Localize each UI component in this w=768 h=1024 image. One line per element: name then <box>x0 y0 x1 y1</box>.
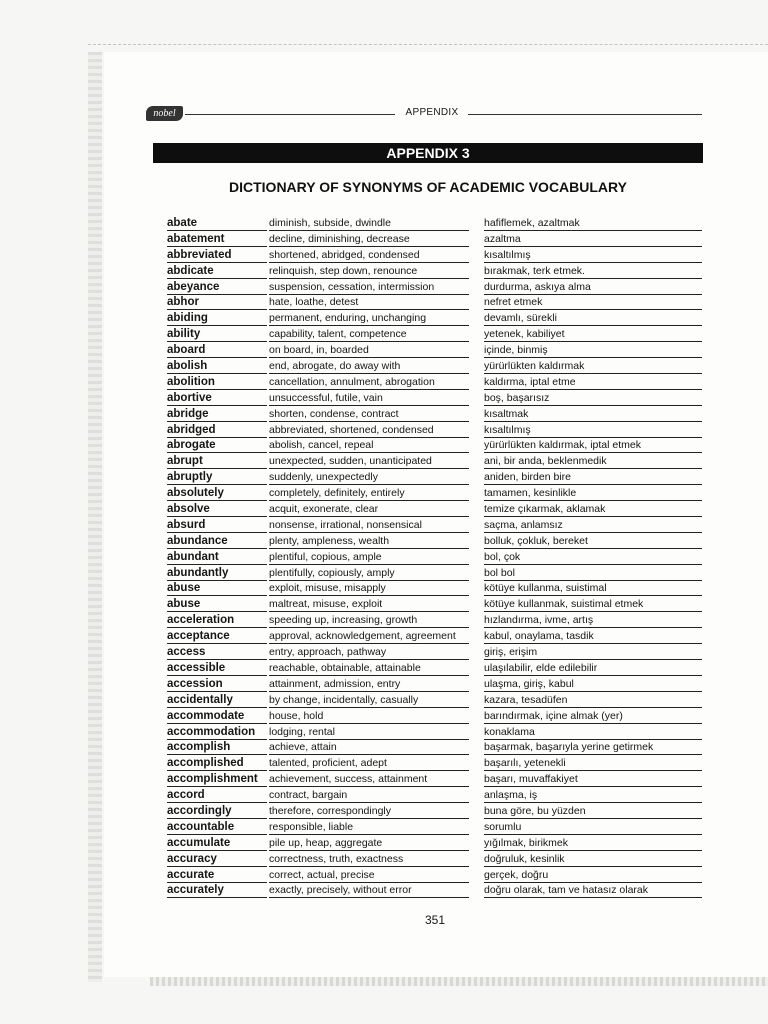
entry-translation: doğruluk, kesinlik <box>484 852 702 867</box>
entry-translation: sorumlu <box>484 820 702 835</box>
entry-word: accommodate <box>167 709 267 724</box>
entry-synonyms: house, hold <box>269 709 469 724</box>
scan-artifact-left <box>88 52 102 982</box>
entry-word: abiding <box>167 311 267 326</box>
table-row <box>163 756 711 772</box>
page-header <box>146 106 702 122</box>
entry-synonyms: permanent, enduring, unchanging <box>269 311 469 326</box>
entry-word: abhor <box>167 295 267 310</box>
entry-synonyms: achieve, attain <box>269 740 469 755</box>
entry-synonyms: achievement, success, attainment <box>269 772 469 787</box>
entry-word: accumulate <box>167 836 267 851</box>
entry-synonyms: abbreviated, shortened, condensed <box>269 423 469 438</box>
entry-synonyms: maltreat, misuse, exploit <box>269 597 469 612</box>
entry-translation: temize çıkarmak, aklamak <box>484 502 702 517</box>
entry-word: abate <box>167 216 267 231</box>
entry-translation: yürürlükten kaldırmak, iptal etmek <box>484 438 702 453</box>
entry-synonyms: contract, bargain <box>269 788 469 803</box>
entry-synonyms: completely, definitely, entirely <box>269 486 469 501</box>
table-row <box>163 740 711 756</box>
table-row <box>163 407 711 423</box>
table-row <box>163 645 711 661</box>
entry-synonyms: entry, approach, pathway <box>269 645 469 660</box>
entry-translation: aniden, birden bire <box>484 470 702 485</box>
entry-word: accomplish <box>167 740 267 755</box>
entry-translation: konaklama <box>484 725 702 740</box>
entry-translation: boş, başarısız <box>484 391 702 406</box>
entry-translation: nefret etmek <box>484 295 702 310</box>
entry-translation: devamlı, sürekli <box>484 311 702 326</box>
entry-word: abuse <box>167 581 267 596</box>
entry-synonyms: cancellation, annulment, abrogation <box>269 375 469 390</box>
header-rule-right <box>468 114 702 115</box>
entry-synonyms: exploit, misuse, misapply <box>269 581 469 596</box>
table-row <box>163 836 711 852</box>
table-row <box>163 725 711 741</box>
entry-translation: içinde, binmiş <box>484 343 702 358</box>
table-row <box>163 693 711 709</box>
entry-translation: yetenek, kabiliyet <box>484 327 702 342</box>
table-row <box>163 280 711 296</box>
publisher-logo: nobel <box>146 106 183 121</box>
entry-translation: kaldırma, iptal etme <box>484 375 702 390</box>
table-row <box>163 804 711 820</box>
table-row <box>163 629 711 645</box>
entry-synonyms: reachable, obtainable, attainable <box>269 661 469 676</box>
table-row <box>163 550 711 566</box>
entry-word: accord <box>167 788 267 803</box>
entry-synonyms: shortened, abridged, condensed <box>269 248 469 263</box>
entry-synonyms: responsible, liable <box>269 820 469 835</box>
table-row <box>163 216 711 232</box>
entry-translation: yürürlükten kaldırmak <box>484 359 702 374</box>
entry-translation: kısaltılmış <box>484 423 702 438</box>
entry-translation: saçma, anlamsız <box>484 518 702 533</box>
entry-word: abuse <box>167 597 267 612</box>
entry-translation: kötüye kullanma, suistimal <box>484 581 702 596</box>
entry-word: abatement <box>167 232 267 247</box>
entry-synonyms: speeding up, increasing, growth <box>269 613 469 628</box>
entry-translation: bol bol <box>484 566 702 581</box>
entry-synonyms: diminish, subside, dwindle <box>269 216 469 231</box>
table-row <box>163 852 711 868</box>
table-row <box>163 295 711 311</box>
table-row <box>163 613 711 629</box>
entry-word: accidentally <box>167 693 267 708</box>
table-row <box>163 709 711 725</box>
header-section-label: APPENDIX <box>405 107 459 118</box>
entry-translation: başarılı, yetenekli <box>484 756 702 771</box>
entry-word: acceptance <box>167 629 267 644</box>
entry-word: abolition <box>167 375 267 390</box>
page-number: 351 <box>424 913 446 927</box>
entry-word: abrogate <box>167 438 267 453</box>
table-row <box>163 264 711 280</box>
entry-translation: başarmak, başarıyla yerine getirmek <box>484 740 702 755</box>
entry-word: absurd <box>167 518 267 533</box>
entry-synonyms: decline, diminishing, decrease <box>269 232 469 247</box>
entry-word: abundant <box>167 550 267 565</box>
table-row <box>163 597 711 613</box>
entry-word: accomplished <box>167 756 267 771</box>
entry-word: abundance <box>167 534 267 549</box>
entry-translation: yığılmak, birikmek <box>484 836 702 851</box>
table-row <box>163 788 711 804</box>
table-row <box>163 391 711 407</box>
entry-synonyms: approval, acknowledgement, agreement <box>269 629 469 644</box>
entry-word: absolutely <box>167 486 267 501</box>
table-row <box>163 423 711 439</box>
entry-translation: hafiflemek, azaltmak <box>484 216 702 231</box>
entry-synonyms: therefore, correspondingly <box>269 804 469 819</box>
entry-word: abridged <box>167 423 267 438</box>
table-row <box>163 677 711 693</box>
entry-translation: azaltma <box>484 232 702 247</box>
entry-synonyms: plentifully, copiously, amply <box>269 566 469 581</box>
appendix-banner: APPENDIX 3 <box>153 143 703 163</box>
entry-synonyms: relinquish, step down, renounce <box>269 264 469 279</box>
table-row <box>163 566 711 582</box>
entry-word: accountable <box>167 820 267 835</box>
entry-synonyms: plenty, ampleness, wealth <box>269 534 469 549</box>
table-row <box>163 502 711 518</box>
entry-word: absolve <box>167 502 267 517</box>
entry-synonyms: pile up, heap, aggregate <box>269 836 469 851</box>
entry-synonyms: talented, proficient, adept <box>269 756 469 771</box>
entry-synonyms: exactly, precisely, without error <box>269 883 469 898</box>
entry-word: accordingly <box>167 804 267 819</box>
entry-word: abridge <box>167 407 267 422</box>
entry-synonyms: hate, loathe, detest <box>269 295 469 310</box>
table-row <box>163 232 711 248</box>
table-row <box>163 438 711 454</box>
entry-translation: bol, çok <box>484 550 702 565</box>
entry-translation: anlaşma, iş <box>484 788 702 803</box>
table-row <box>163 454 711 470</box>
entry-translation: durdurma, askıya alma <box>484 280 702 295</box>
entry-translation: gerçek, doğru <box>484 868 702 883</box>
entry-synonyms: correct, actual, precise <box>269 868 469 883</box>
entry-synonyms: on board, in, boarded <box>269 343 469 358</box>
table-row <box>163 661 711 677</box>
table-row <box>163 518 711 534</box>
entry-word: accession <box>167 677 267 692</box>
entry-word: accommodation <box>167 725 267 740</box>
synonym-table <box>163 216 711 899</box>
entry-synonyms: unsuccessful, futile, vain <box>269 391 469 406</box>
entry-synonyms: unexpected, sudden, unanticipated <box>269 454 469 469</box>
entry-translation: kısaltmak <box>484 407 702 422</box>
entry-word: acceleration <box>167 613 267 628</box>
entry-synonyms: attainment, admission, entry <box>269 677 469 692</box>
entry-translation: başarı, muvaffakiyet <box>484 772 702 787</box>
entry-word: abortive <box>167 391 267 406</box>
entry-translation: barındırmak, içine almak (yer) <box>484 709 702 724</box>
entry-translation: kabul, onaylama, tasdik <box>484 629 702 644</box>
entry-translation: ulaşılabilir, elde edilebilir <box>484 661 702 676</box>
table-row <box>163 486 711 502</box>
entry-translation: tamamen, kesinlikle <box>484 486 702 501</box>
entry-word: abbreviated <box>167 248 267 263</box>
entry-word: accessible <box>167 661 267 676</box>
entry-translation: hızlandırma, ivme, artış <box>484 613 702 628</box>
entry-translation: kötüye kullanmak, suistimal etmek <box>484 597 702 612</box>
entry-word: abolish <box>167 359 267 374</box>
table-row <box>163 772 711 788</box>
table-row <box>163 883 711 899</box>
entry-word: abruptly <box>167 470 267 485</box>
entry-synonyms: correctness, truth, exactness <box>269 852 469 867</box>
entry-word: accurate <box>167 868 267 883</box>
entry-synonyms: end, abrogate, do away with <box>269 359 469 374</box>
entry-word: accomplishment <box>167 772 267 787</box>
entry-synonyms: lodging, rental <box>269 725 469 740</box>
table-row <box>163 820 711 836</box>
entry-synonyms: capability, talent, competence <box>269 327 469 342</box>
entry-word: accurately <box>167 883 267 898</box>
entry-word: abdicate <box>167 264 267 279</box>
table-row <box>163 868 711 884</box>
entry-word: accuracy <box>167 852 267 867</box>
entry-translation: kazara, tesadüfen <box>484 693 702 708</box>
entry-translation: doğru olarak, tam ve hatasız olarak <box>484 883 702 898</box>
table-row <box>163 359 711 375</box>
entry-synonyms: acquit, exonerate, clear <box>269 502 469 517</box>
table-row <box>163 375 711 391</box>
entry-synonyms: by change, incidentally, casually <box>269 693 469 708</box>
entry-synonyms: suddenly, unexpectedly <box>269 470 469 485</box>
table-row <box>163 311 711 327</box>
header-rule-left <box>185 114 395 115</box>
entry-word: abundantly <box>167 566 267 581</box>
table-row <box>163 343 711 359</box>
entry-word: aboard <box>167 343 267 358</box>
entry-word: access <box>167 645 267 660</box>
table-row <box>163 470 711 486</box>
entry-synonyms: suspension, cessation, intermission <box>269 280 469 295</box>
entry-translation: kısaltılmış <box>484 248 702 263</box>
table-row <box>163 248 711 264</box>
table-row <box>163 327 711 343</box>
entry-synonyms: nonsense, irrational, nonsensical <box>269 518 469 533</box>
entry-synonyms: abolish, cancel, repeal <box>269 438 469 453</box>
entry-word: ability <box>167 327 267 342</box>
entry-translation: ulaşma, giriş, kabul <box>484 677 702 692</box>
entry-translation: ani, bir anda, beklenmedik <box>484 454 702 469</box>
entry-word: abrupt <box>167 454 267 469</box>
entry-translation: giriş, erişim <box>484 645 702 660</box>
entry-synonyms: plentiful, copious, ample <box>269 550 469 565</box>
entry-word: abeyance <box>167 280 267 295</box>
entry-synonyms: shorten, condense, contract <box>269 407 469 422</box>
table-row <box>163 534 711 550</box>
entry-translation: buna göre, bu yüzden <box>484 804 702 819</box>
entry-translation: bırakmak, terk etmek. <box>484 264 702 279</box>
entry-translation: bolluk, çokluk, bereket <box>484 534 702 549</box>
table-row <box>163 581 711 597</box>
page-title: DICTIONARY OF SYNONYMS OF ACADEMIC VOCABULARY <box>229 179 627 195</box>
